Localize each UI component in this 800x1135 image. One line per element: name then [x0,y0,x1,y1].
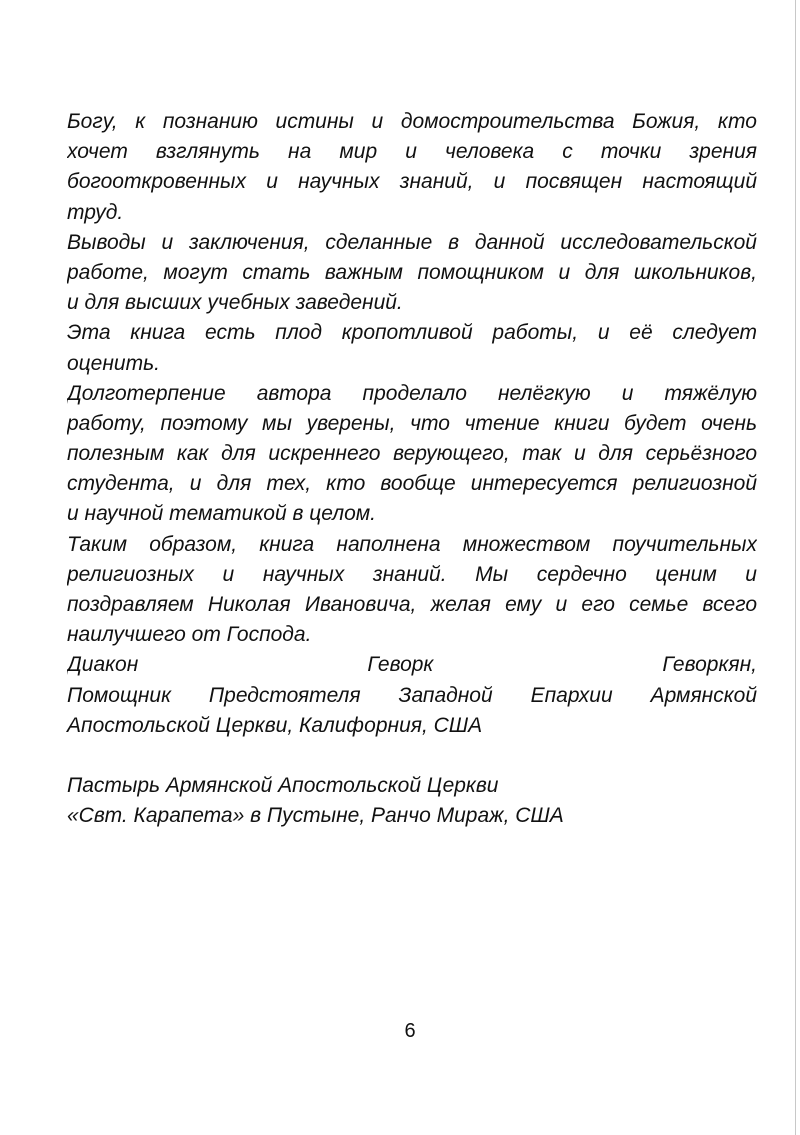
text-line: и для высших учебных заведений. [67,291,403,315]
text-line: Долготерпение автора проделало нелёгкую и тяжёлую [67,381,757,405]
signature-title: Помощник Предстоятеля Западной Епархии Армянской [67,683,757,707]
text-line: поздравляем Николая Ивановича, желая ему и его семье всего [67,593,757,616]
text-line: наилучшего от Господа. [67,623,312,647]
text-line: и научной тематикой в целом. [67,502,377,526]
text-line: полезным как для искреннего верующего, так и для серьёзного [67,442,757,466]
text-line: Таким образом, книга наполнена множеством поучительных [67,532,757,556]
signature-title: Апостольской Церкви, Калифорния, США [67,713,483,737]
page-edge [795,0,796,1135]
body-text [67,107,757,832]
signature-role: «Свт. Карапета» в Пустыне, Ранчо Мираж, США [67,804,564,828]
signature-name: Диакон Геворк Геворкян, [67,653,757,677]
text-line: Эта книга есть плод кропотливой работы, и её следует [67,321,757,345]
text-line: Выводы и заключения, сделанные в данной исследовательской [67,230,757,254]
signature-role: Пастырь Армянской Апостольской Церкви [67,774,499,798]
text-line: оценить. [67,351,160,375]
text-line: религиозных и научных знаний. Мы сердечно ценим и [67,562,757,586]
text-line: хочет взглянуть на мир и человека с точки зрения [67,140,757,164]
text-line: студента, и для тех, кто вообще интересуется религиозной [67,472,757,496]
text-line: богооткровенных и научных знаний, и посвящен настоящий [67,170,757,194]
page-number: 6 [404,1020,416,1042]
text-line: работе, могут стать важным помощником и для школьников, [67,260,757,284]
text-line: Богу, к познанию истины и домостроительства Божия, кто [67,110,757,133]
text-line: работу, поэтому мы уверены, что чтение книги будет очень [67,411,757,435]
text-line: труд. [67,200,124,224]
